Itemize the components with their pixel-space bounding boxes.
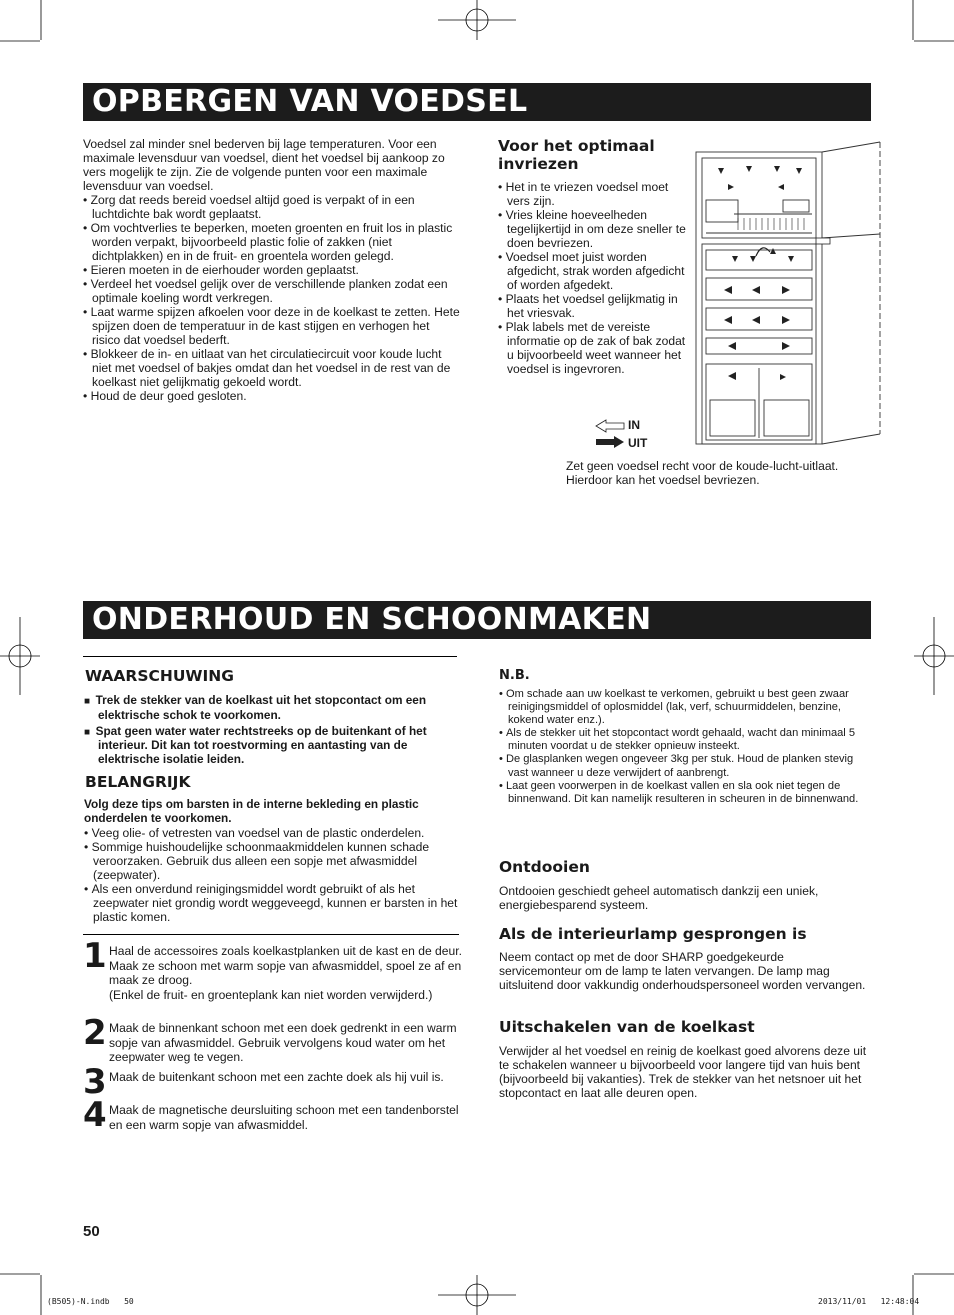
list-item: • Plak labels met de vereiste informatie op de zak of bak zodat u bijvoorbeeld weet wanneer het voedsel is ingevroren. bbox=[498, 320, 688, 376]
freeze-heading: Voor het optimaal invriezen bbox=[498, 137, 655, 173]
important-lead: Volg deze tips om barsten in de interne bekleding en plastic onderdelen te voorkomen. bbox=[84, 797, 419, 825]
step-number: 3 bbox=[83, 1062, 107, 1102]
list-item: • Laat geen voorwerpen in de koelkast vallen en sla ook niet tegen de binnenwand. Dit kan namelijk resulteren in scheuren in de binnenwand. bbox=[499, 780, 871, 806]
switch-off-text: Verwijder al het voedsel en reinig de koelkast goed alvorens deze uit te schakelen wanneer u bijvoorbeeld voor langere tijd van huis bent (bijvoorbeeld bij vakanties). Trek de stekker van het netsnoer uit het stopcontact en laat alle deuren open. bbox=[499, 1044, 867, 1100]
list-item: • Sommige huishoudelijke schoonmaakmiddelen kunnen schade veroorzaken. Gebruik dus alleen een sopje met afwasmiddel (zeepwater). bbox=[84, 840, 460, 882]
list-item: • Als een onverdund reinigingsmiddel wordt gebruikt of als het zeepwater niet grondig wordt weggeveegd, kunnen er barsten in het plastic komen. bbox=[84, 882, 460, 924]
list-item: • Plaats het voedsel gelijkmatig in het vriesvak. bbox=[498, 292, 688, 320]
defrost-heading: Ontdooien bbox=[499, 858, 590, 876]
list-item: • Het in te vriezen voedsel moet vers zijn. bbox=[498, 180, 688, 208]
switch-off-heading: Uitschakelen van de koelkast bbox=[499, 1018, 755, 1036]
list-item: • Als de stekker uit het stopcontact wordt gehaald, wacht dan minimaal 5 minuten voordat u de stekker opnieuw insteekt. bbox=[499, 727, 871, 753]
illustration-caption: Zet geen voedsel recht voor de koude-lucht-uitlaat. Hierdoor kan het voedsel bevriezen. bbox=[566, 459, 839, 487]
storage-text bbox=[83, 137, 461, 403]
airflow-legend-arrows bbox=[595, 419, 627, 449]
step-2 bbox=[83, 1013, 463, 1065]
list-item: • Eieren moeten in de eierhouder worden geplaatst. bbox=[83, 263, 461, 277]
section-title-storage: OPBERGEN VAN VOEDSEL bbox=[83, 83, 871, 121]
step-number: 1 bbox=[83, 936, 107, 976]
step-number: 4 bbox=[83, 1095, 107, 1135]
page-number: 50 bbox=[83, 1223, 100, 1240]
step-text: Haal de accessoires zoals koelkastplanken uit de kast en de deur. Maak ze schoon met warm sopje van afwasmiddel, spoel ze af en maak ze droog. bbox=[109, 944, 462, 987]
list-item: • Om vochtverlies te beperken, moeten groenten en fruit los in plastic worden verpakt, bijvoorbeeld plastic folie of zakken (niet dichtplakken) en in de fruit- en groentela worden gelegd. bbox=[83, 221, 461, 263]
list-item: • Voedsel moet juist worden afgedicht, strak worden afgedicht of worden afgedekt. bbox=[498, 250, 688, 292]
list-item: • Vries kleine hoeveelheden tegelijkertijd in om deze sneller te doen bevriezen. bbox=[498, 208, 688, 250]
list-item: • Om schade aan uw koelkast te verkomen, gebruikt u best geen zwaar reinigingsmiddel of oplosmiddel (lak, verf, schuurmiddelen, benzine, kokend water enz.). bbox=[499, 688, 871, 727]
section-title-maintenance: ONDERHOUD EN SCHOONMAKEN bbox=[83, 601, 871, 639]
list-item: ■ Trek de stekker van de koelkast uit het stopcontact om een elektrische schok te voorkomen. bbox=[84, 694, 456, 723]
divider bbox=[83, 934, 459, 935]
list-item: ■ Spat geen water water rechtstreeks op de buitenkant of het interieur. Dit kan tot roestvorming en aantasting van de elektrische isolatie leiden. bbox=[84, 725, 456, 767]
print-timestamp: 2013/11/01 12:48:04 bbox=[818, 1297, 920, 1306]
important-heading: BELANGRIJK bbox=[85, 773, 191, 791]
nb-heading: N.B. bbox=[499, 668, 530, 683]
list-item: • Houd de deur goed gesloten. bbox=[83, 389, 461, 403]
fridge-airflow-illustration bbox=[688, 138, 884, 450]
step-text: Maak de magnetische deursluiting schoon met een tandenborstel en een warm sopje van afwasmiddel. bbox=[109, 1103, 459, 1132]
file-label: (B505)-N.indb 50 bbox=[47, 1297, 134, 1306]
step-text: Maak de binnenkant schoon met een doek gedrenkt in een warm sopje van afwasmiddel. Gebruik vervolgens koud water om het zeepwater weg te vegen. bbox=[109, 1021, 457, 1064]
list-item: • Zorg dat reeds bereid voedsel altijd goed is verpakt of in een luchtdichte bak wordt geplaatst. bbox=[83, 193, 461, 221]
divider bbox=[83, 656, 457, 657]
storage-bullet-list bbox=[83, 193, 461, 403]
step-number: 2 bbox=[83, 1013, 107, 1053]
step-3 bbox=[83, 1062, 463, 1102]
list-item: • Blokkeer de in- en uitlaat van het circulatiecircuit voor koude lucht niet met voedsel of bakjes omdat dan het voedsel in de rest van de koelkast niet gelijkmatig gekoeld wordt. bbox=[83, 347, 461, 389]
storage-intro: Voedsel zal minder snel bederven bij lage temperaturen. Voor een maximale levensduur van voedsel, dient het voedsel bij aankoop zo vers mogelijk te zijn. Zie de volgende punten voor een maximale levensduur van voedsel. bbox=[83, 137, 445, 193]
list-item: • Verdeel het voedsel gelijk over de verschillende planken zodat een optimale koeling wordt verkregen. bbox=[83, 277, 461, 305]
legend-in-label: IN bbox=[628, 418, 640, 432]
lamp-heading: Als de interieurlamp gesprongen is bbox=[499, 925, 807, 943]
warning-list bbox=[84, 694, 456, 769]
freeze-text bbox=[498, 180, 688, 376]
legend-out-label: UIT bbox=[628, 436, 648, 450]
warning-heading: WAARSCHUWING bbox=[85, 667, 234, 685]
list-item: • De glasplanken wegen ongeveer 3kg per stuk. Houd de planken stevig vast wanneer u deze verwijdert of aanbrengt. bbox=[499, 753, 871, 779]
list-item: • Veeg olie- of vetresten van voedsel van de plastic onderdelen. bbox=[84, 826, 460, 840]
important-text bbox=[84, 798, 460, 924]
nb-text bbox=[499, 688, 871, 806]
step-4 bbox=[83, 1095, 463, 1135]
step-1 bbox=[83, 936, 463, 1002]
lamp-text: Neem contact op met de door SHARP goedgekeurde servicemonteur om de lamp te laten vervangen. De lamp mag uitsluitend door vakkundig onderhoudspersoneel worden vervangen. bbox=[499, 950, 866, 992]
step-note: (Enkel de fruit- en groenteplank kan niet worden verwijderd.) bbox=[109, 987, 433, 1002]
defrost-text: Ontdooien geschiedt geheel automatisch dankzij een uniek, energiebesparend systeem. bbox=[499, 884, 819, 912]
list-item: • Laat warme spijzen afkoelen voor deze in de koelkast te zetten. Hete spijzen doen de temperatuur in de kast stijgen en verhogen het risico dat voedsel bederft. bbox=[83, 305, 461, 347]
step-text: Maak de buitenkant schoon met een zachte doek als hij vuil is. bbox=[109, 1070, 444, 1084]
